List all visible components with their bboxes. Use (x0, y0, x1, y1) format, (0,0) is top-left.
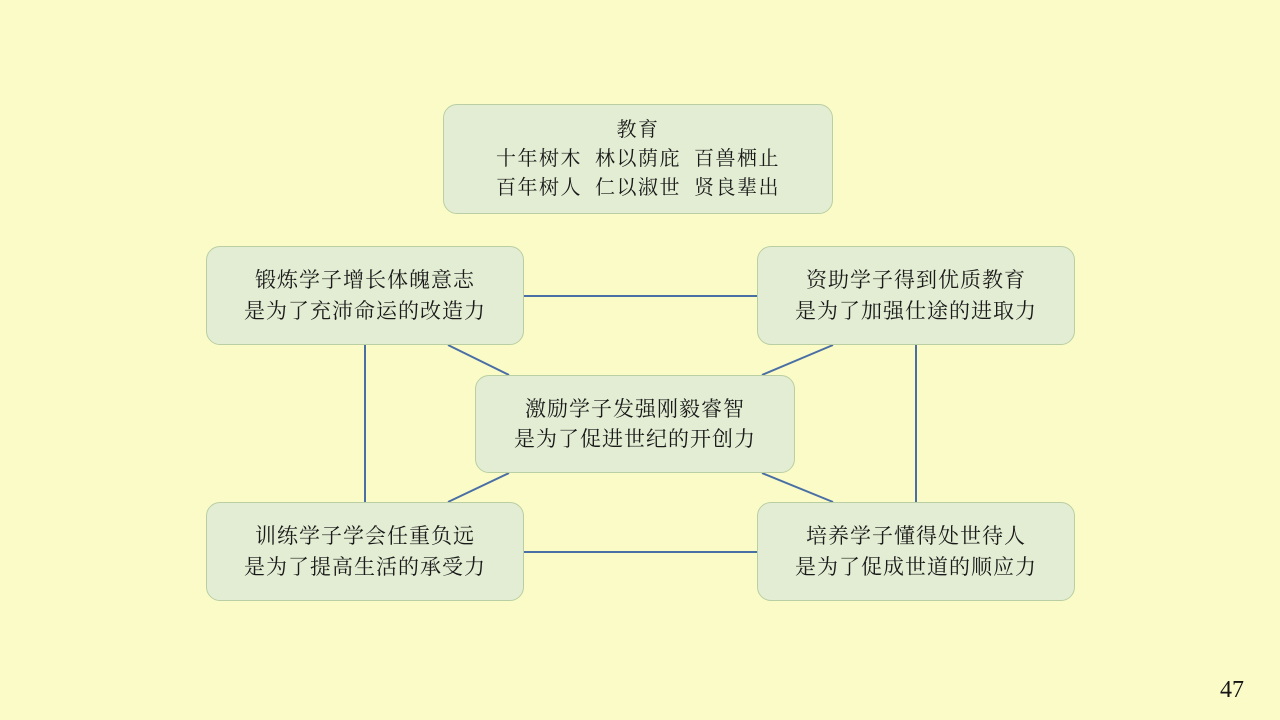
node-inspiration-center-line-2: 是为了促进世纪的开创力 (514, 427, 756, 451)
node-social-conduct (757, 502, 1075, 601)
node-responsibility-training-line-1: 训练学子学会任重负远 (255, 524, 475, 549)
node-physical-training-line-2: 是为了充沛命运的改造力 (244, 298, 486, 323)
node-education-title-line-2: 十年树木 林以荫庇 百兽栖止 (496, 147, 780, 170)
node-physical-training (206, 246, 524, 345)
node-social-conduct-line-1: 培养学子懂得处世待人 (806, 524, 1026, 549)
node-social-conduct-line-2: 是为了促成世道的顺应力 (795, 554, 1037, 579)
connector-center-to-right-bottom (762, 473, 833, 502)
node-education-title-line-1: 教育 (616, 118, 660, 141)
node-financial-aid-line-2: 是为了加强仕途的进取力 (795, 298, 1037, 323)
connector-left-top-to-center (448, 345, 509, 375)
node-physical-training-line-1: 锻炼学子增长体魄意志 (255, 268, 475, 293)
page-number: 47 (1220, 677, 1244, 703)
node-responsibility-training-line-2: 是为了提高生活的承受力 (244, 554, 486, 579)
node-financial-aid-line-1: 资助学子得到优质教育 (806, 268, 1026, 293)
node-financial-aid (757, 246, 1075, 345)
node-education-title (443, 104, 833, 214)
connector-center-to-left-bottom (448, 473, 509, 502)
connector-right-top-to-center (762, 345, 833, 375)
node-inspiration-center (475, 375, 795, 473)
node-responsibility-training (206, 502, 524, 601)
node-education-title-line-3: 百年树人 仁以淑世 贤良辈出 (496, 176, 780, 199)
node-inspiration-center-line-1: 激励学子发强刚毅睿智 (525, 396, 745, 421)
